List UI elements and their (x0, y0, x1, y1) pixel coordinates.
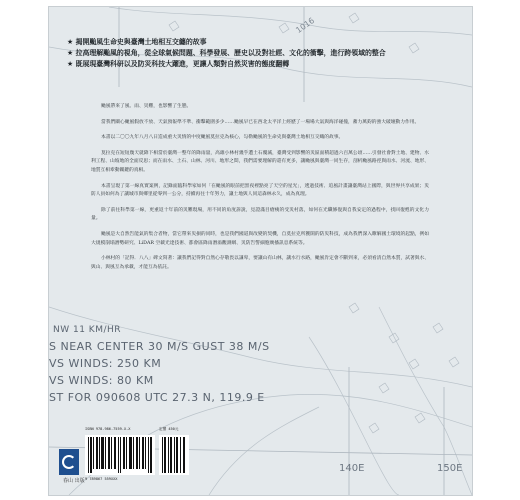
barcode-digits: 9 789867 559XXX (85, 477, 118, 481)
description-paragraph: 颱風帶來了風、雨、災難，也影響了生態。 (101, 104, 192, 109)
supplemental-barcode-icon (159, 435, 189, 475)
book-description (91, 103, 429, 279)
highlight-3: ★ 既展現臺灣科研以及防災科技大躍進，更讓人類對自然災害的態度翻轉 (67, 60, 290, 68)
longitude-label-140e: 140E (339, 463, 365, 474)
description-paragraph: 除了前往科學第一線，更重返十年前的災難現場，用不同的角度訴說，見證滿目瘡痍的受災村落，如何在光纖修復與自我安定的過程中，找回復甦的文化力量。 (91, 207, 429, 222)
highlight-2: ★ 拉高理解颱風的視角，從全球氣候問題、科學發展、歷史以及對社經、文化的衝擊，進行跨領域的整合 (67, 49, 386, 57)
weather-line-winds-250: VS WINDS: 250 KM (49, 357, 162, 370)
description-paragraph: 颱風是大自然告能氣的集合者物，當它帶來災損的同時，也是我們國道與改變的契機，自莫拉克所獲開的防災科技，成為我們深入瞭解國土環境的起點，例如大規模崩塌潛勢研究、LiDAR 空載光達技術、都會區降雨潛溢觀測網、災防告警細胞廣播訊息系統等。 (91, 231, 429, 246)
pressure-label: 1016 (294, 15, 317, 36)
book-highlights (67, 37, 462, 70)
description-paragraph: 本書呈現了第一線真實案例，記錄面臨科學家如何「在颱風的眼前把黑夜裡點亮了天空的星光」，透過技術、追風計畫讓臺灣站上國際，與世界共享成果；災防人員如何為了讓城市與鄉里從零到一公分，持續再往十年努力，讓土地與人同這森林永久，成為真理。 (91, 183, 429, 198)
barcode-icon (85, 435, 155, 475)
description-paragraph: 當我們關心颱風假放不放、天氣預報準不準、衝擊範圍多少……颱風早已在西北太平洋上經歷了一場場大氣與海洋碰撞，蓄力萬鈞的強大破壞動力作用。 (101, 119, 420, 125)
isbn-barcode (85, 427, 195, 485)
price-label: 定價 450元 (159, 427, 179, 431)
longitude-label-150e: 150E (437, 463, 463, 474)
weather-line-forecast: ST FOR 090608 UTC 27.3 N, 119.9 E (49, 391, 265, 404)
publisher-name: 春山 出版 (63, 478, 85, 484)
isbn-label: ISBN 978-986-7559-X-X (85, 427, 131, 431)
description-paragraph: 小林村的「記得．八八」碑文寫著：讓我們記得對自然心存敬畏以謙卑，要讓山有山林，讓水行水路，颱風肯定會不斷到來，必須看清自然本質，試著與水、與山、與風互為承載，才能互為依託。 (91, 256, 429, 270)
weather-line-winds-80: VS WINDS: 80 KM (49, 374, 154, 387)
back-cover-footer (59, 427, 259, 487)
publisher-logo-icon (59, 449, 79, 475)
book-back-cover (48, 6, 473, 496)
highlight-1: ★ 揭開颱風生命史與臺灣土地相互交纏的故事 (67, 38, 207, 46)
weather-line-speed: NW 11 KM/HR (53, 325, 122, 335)
description-paragraph: 莫拉克在短短幾天就降下相當於臺灣一整年的降雨量，高雄小林村幾乎遭土石覆滅，臺灣受到影響的災區面積超過六百萬公頃……引發社會對土地、建物、水利工程、山坡地的全面反思；而在雨水、土石、山林、河川、地形之間，我們需要理解的還有更多，讓颱風與臺灣一同生存，剖析颱風路徑與雨水、河流、地形、地質互相牽動關鍵的真相。 (91, 150, 429, 173)
weather-line-center-gust: S NEAR CENTER 30 M/S GUST 38 M/S (49, 340, 270, 353)
description-paragraph: 本書以二〇〇九年八月八日造成重大災情的中度颱風莫拉克為核心，勾勒颱風的生命史與臺灣土地相互交織的故事。 (101, 135, 344, 141)
